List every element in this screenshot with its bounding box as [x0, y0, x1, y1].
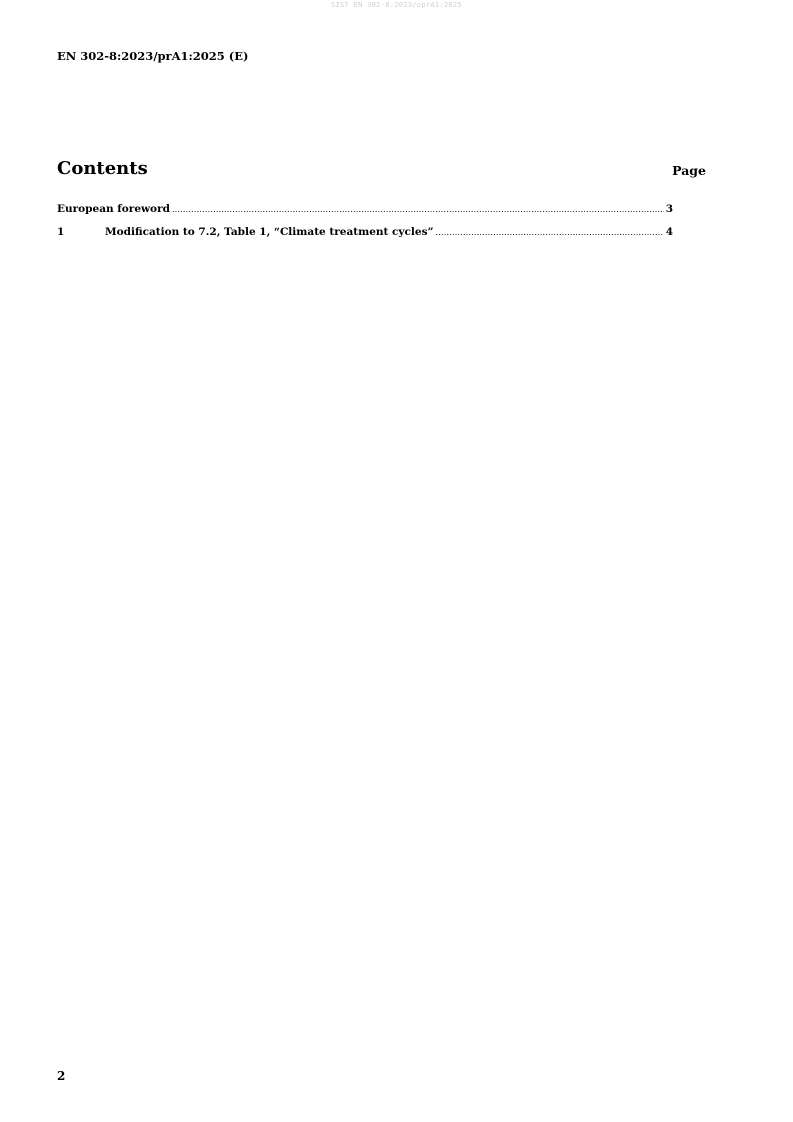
document-identifier: EN 302-8:2023/prA1:2025 (E) — [57, 49, 249, 63]
page-column-heading: Page — [672, 163, 706, 178]
table-of-contents — [57, 203, 673, 249]
page-number: 2 — [57, 1069, 66, 1083]
toc-entry-modification[interactable] — [57, 226, 673, 249]
toc-leader-dots — [172, 205, 664, 214]
watermark: SIST EN 302-8:2023/oprA1:2025 — [331, 1, 462, 9]
toc-entry-european-foreword[interactable] — [57, 203, 673, 226]
contents-heading: Contents — [57, 158, 148, 179]
toc-entry-page: 3 — [665, 203, 673, 215]
toc-entry-number: 1 — [57, 226, 65, 238]
toc-entry-page: 4 — [665, 226, 673, 238]
toc-leader-dots — [436, 228, 664, 237]
toc-entry-title: European foreword — [57, 203, 170, 215]
toc-entry-title: Modification to 7.2, Table 1, “Climate treatment cycles” — [105, 226, 434, 238]
